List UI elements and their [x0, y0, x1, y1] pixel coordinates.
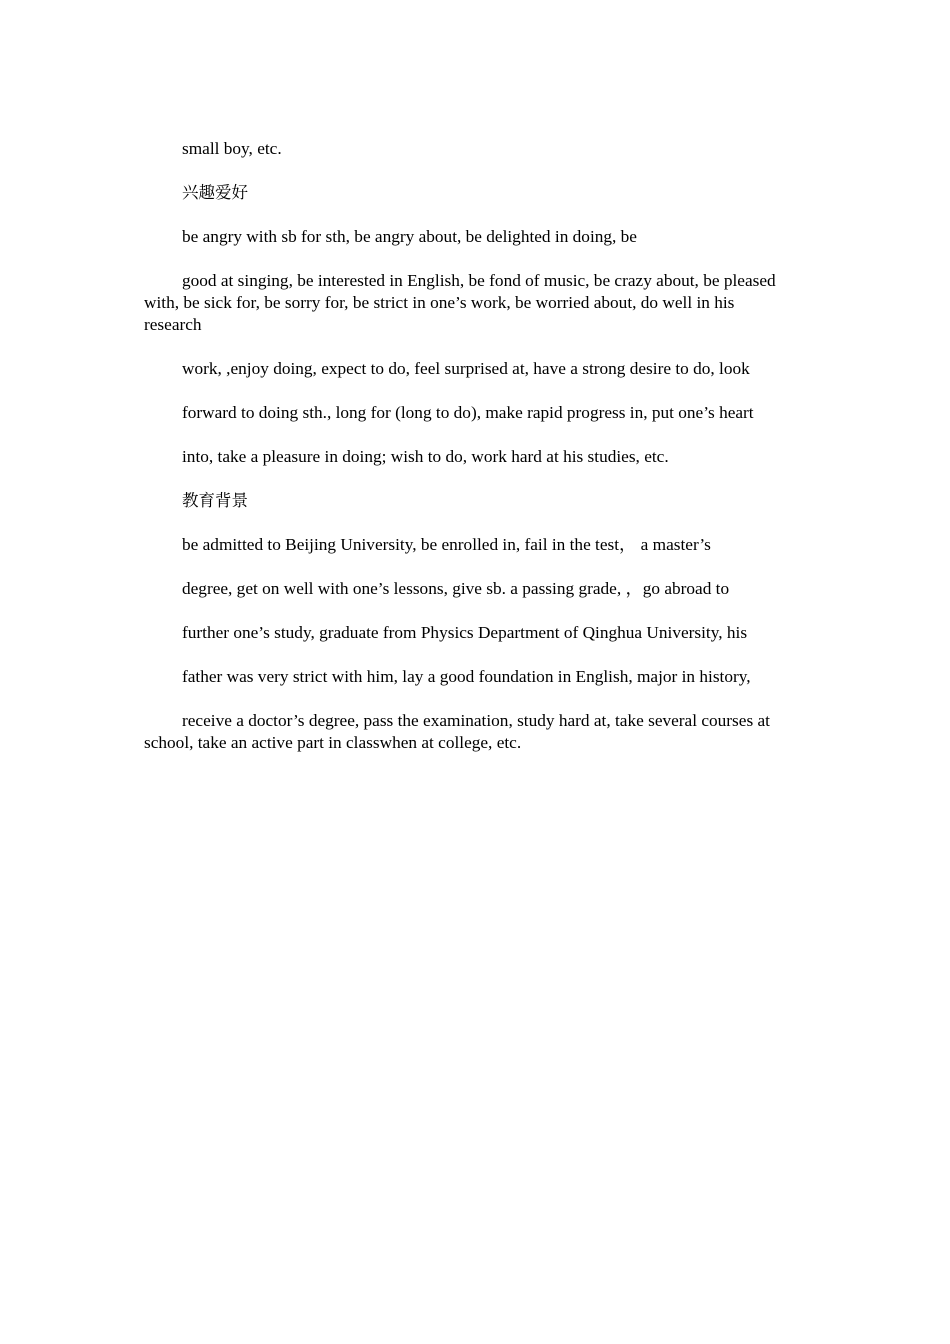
- paragraph-interests-3: work, ,enjoy doing, expect to do, feel surprised at, have a strong desire to do, look: [182, 359, 750, 378]
- paragraph-education-2: degree, get on well with one’s lessons, give sb. a passing grade, ，go abroad to: [182, 579, 730, 598]
- document-body: [144, 138, 794, 776]
- paragraph-interests-5: into, take a pleasure in doing; wish to do, work hard at his studies, etc.: [182, 447, 669, 466]
- paragraph-small-boy: small boy, etc.: [182, 139, 282, 158]
- paragraph-education-1: be admitted to Beijing University, be enrolled in, fail in the test， a master’s: [182, 535, 711, 554]
- paragraph-education-4: father was very strict with him, lay a good foundation in English, major in history,: [182, 667, 751, 686]
- paragraph-interests-2: good at singing, be interested in English, be fond of music, be crazy about, be pleased with, be sick for, be sorry for, be strict in one’s work, be worried about, do well in his research: [144, 271, 776, 334]
- paragraph-education-5: receive a doctor’s degree, pass the examination, study hard at, take several courses at school, take an active part in classwhen at college, etc.: [144, 711, 770, 752]
- section-heading-education: 教育背景: [182, 491, 248, 510]
- section-heading-interests: 兴趣爱好: [182, 183, 248, 202]
- paragraph-interests-1: be angry with sb for sth, be angry about, be delighted in doing, be: [182, 227, 637, 246]
- paragraph-education-3: further one’s study, graduate from Physics Department of Qinghua University, his: [182, 623, 748, 642]
- paragraph-interests-4: forward to doing sth., long for (long to do), make rapid progress in, put one’s heart: [182, 403, 754, 422]
